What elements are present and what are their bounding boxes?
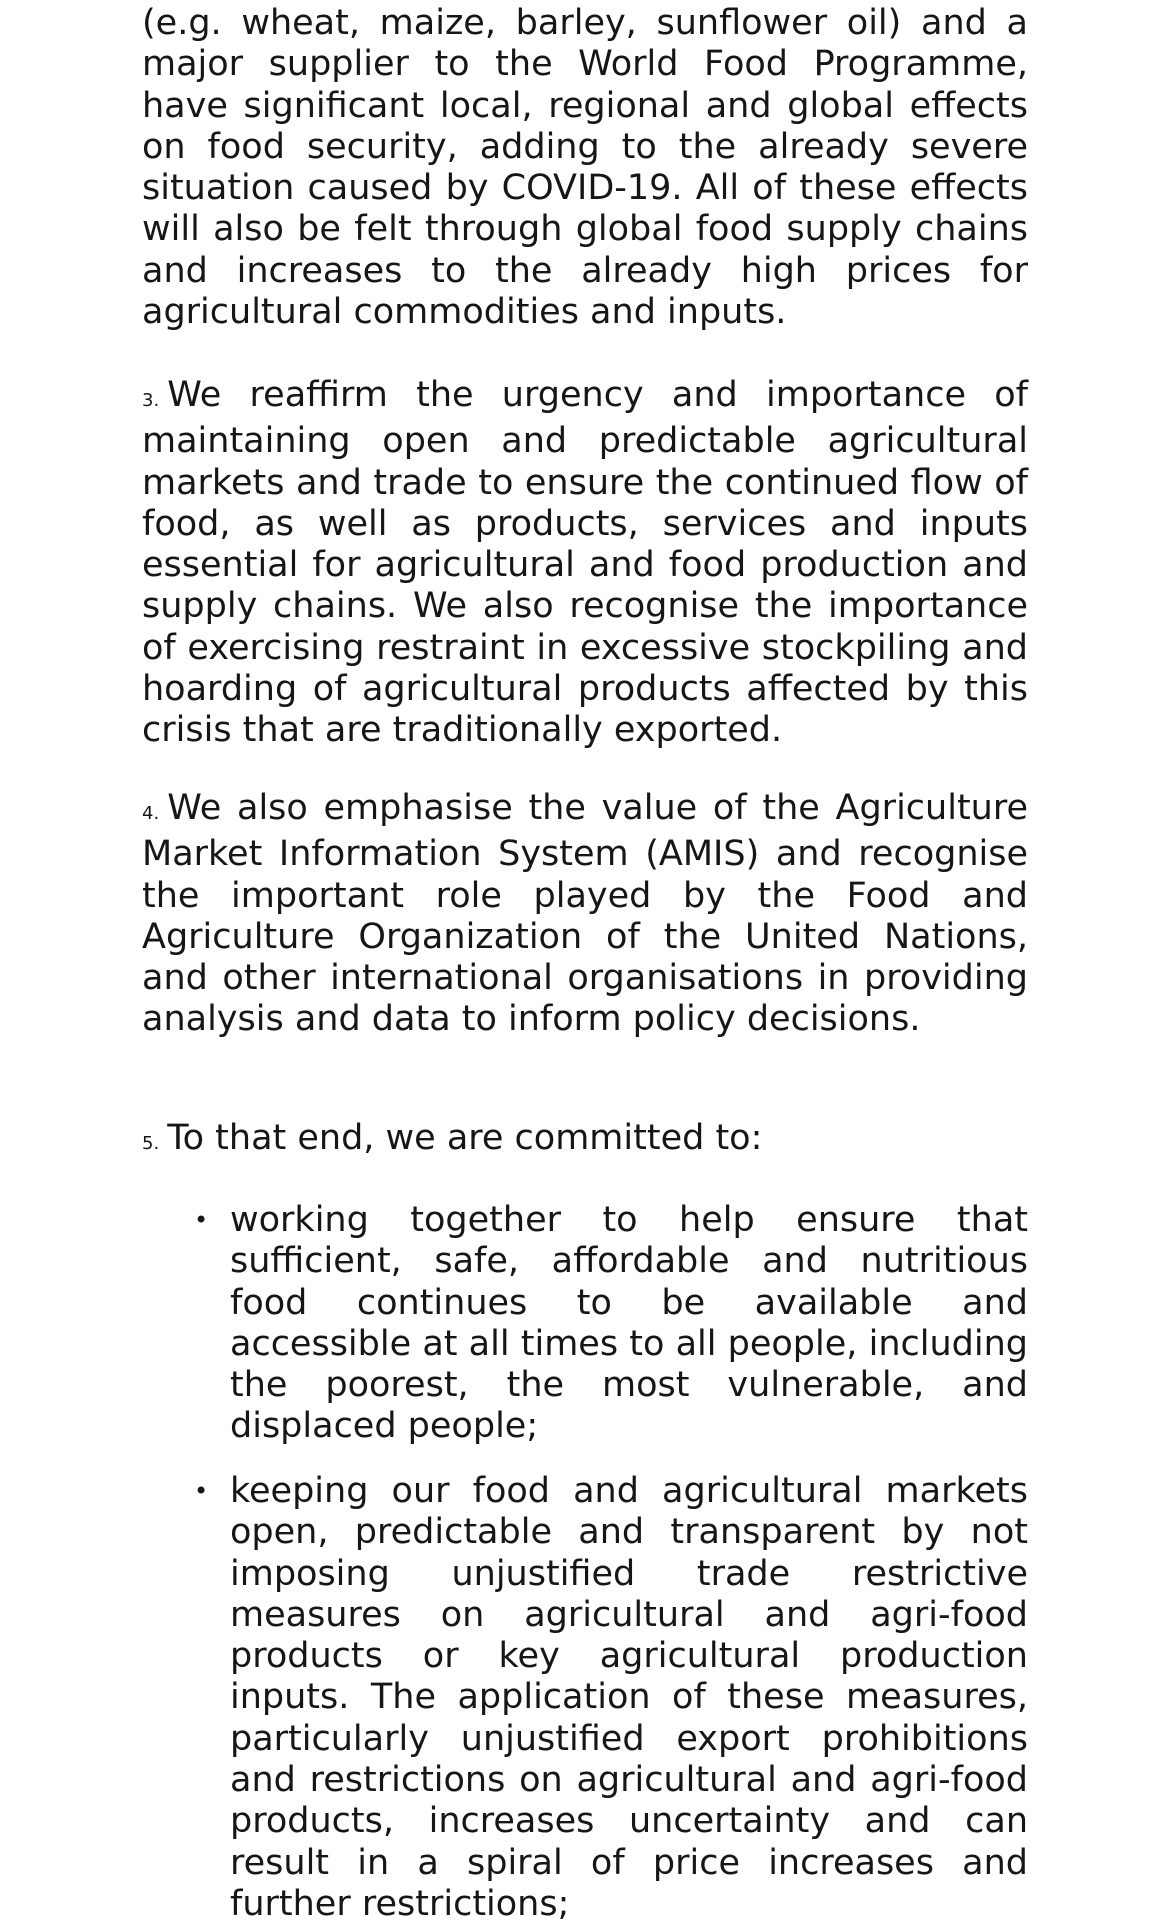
paragraph-number: 5. xyxy=(142,1133,160,1154)
paragraph-3 xyxy=(142,375,1028,752)
bullet-list-item xyxy=(194,1200,1028,1448)
paragraph-text: We also emphasise the value of the Agriculture Market Information System (AMIS) and recognise the important role played by the Food and Agriculture Organization of the United Nations, and other international organisations in providing analysis and data to inform policy decisions. xyxy=(142,788,1028,1040)
bullet-text xyxy=(194,1471,1028,1925)
bullet-icon: • xyxy=(194,1477,209,1505)
paragraph-number: 3. xyxy=(142,390,160,411)
bullet-list-item xyxy=(194,1471,1028,1925)
paragraph-number: 4. xyxy=(142,803,160,824)
bullet-content: working together to help ensure that sufficient, safe, affordable and nutritious food continues to be available and accessible at all times to all people, including the poorest, the most vulnerable, and displaced people; xyxy=(230,1200,1028,1447)
paragraph-intro: (e.g. wheat, maize, barley, sunflower oil) and a major supplier to the World Food Programme, have significant local, regional and global effects on food security, adding to the already severe situation caused by COVID-19. All of these effects will also be felt through global food supply chains and increases to the already high prices for agricultural commodities and inputs. xyxy=(142,3,1028,333)
bullet-content: keeping our food and agricultural markets open, predictable and transparent by not imposing unjustified trade restrictive measures on agricultural and agri-food products or key agricultural production inputs. The application of these measures, particularly unjustified export prohibitions and restrictions on agricultural and agri-food products, increases uncertainty and can result in a spiral of price increases and further restrictions; xyxy=(230,1471,1028,1924)
paragraph-text: We reaffirm the urgency and importance of maintaining open and predictable agricultural markets and trade to ensure the continued flow of food, as well as products, services and inputs essential for agricultural and food production and supply chains. We also recognise the importance of exercising restraint in excessive stockpiling and hoarding of agricultural products affected by this crisis that are traditionally exported. xyxy=(142,375,1028,751)
bullet-icon: • xyxy=(194,1206,209,1234)
bullet-text xyxy=(194,1200,1028,1448)
paragraph-4 xyxy=(142,788,1028,1041)
paragraph-5 xyxy=(142,1118,1028,1164)
paragraph-text: To that end, we are committed to: xyxy=(167,1118,763,1158)
